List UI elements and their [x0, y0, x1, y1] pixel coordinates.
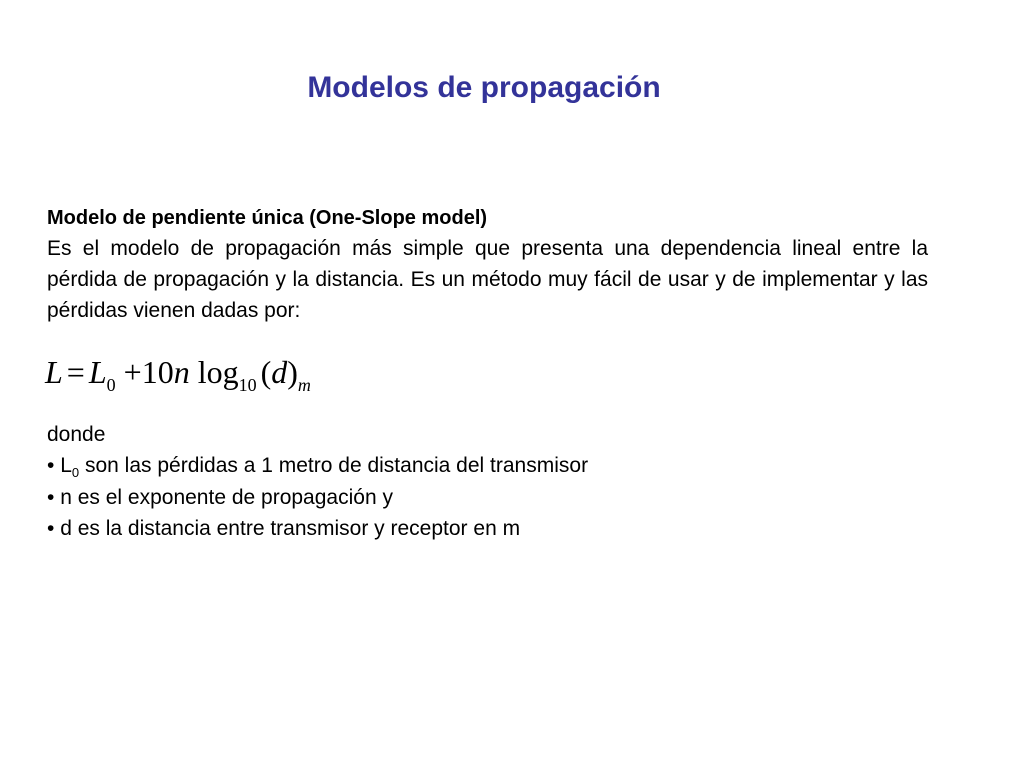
bullet-text: d es la distancia entre transmisor y receptor en m	[60, 516, 521, 540]
intro-paragraph: Es el modelo de propagación más simple que presenta una dependencia lineal entre la pérdida de propagación y la distancia. Es un método muy fácil de usar y de implementar y las pérdidas vienen dadas por:	[47, 237, 928, 322]
bullet-prefix: L	[60, 453, 72, 477]
formula-log-sub: 10	[238, 375, 257, 395]
formula-log: log	[197, 354, 239, 390]
formula-coef: 10	[141, 354, 174, 390]
bullet-item	[47, 483, 928, 514]
formula-lhs: L	[45, 354, 63, 390]
formula-l0-base: L	[88, 354, 107, 390]
formula-n: n	[173, 354, 190, 390]
section-heading: Modelo de pendiente única (One-Slope model)	[47, 207, 488, 229]
formula-open-paren: (	[260, 354, 272, 390]
bullet-marker: •	[47, 516, 55, 540]
where-label: donde	[47, 423, 106, 446]
bullet-marker: •	[47, 453, 55, 477]
formula-close-paren: )	[287, 354, 298, 390]
definitions	[47, 420, 928, 544]
formula-unit-sub: m	[297, 375, 311, 395]
bullet-prefix-sub: 0	[71, 464, 80, 480]
content-body	[47, 203, 928, 326]
bullet-marker: •	[47, 486, 55, 509]
formula-equals: =	[66, 354, 85, 390]
bullet-text: n es el exponente de propagación y	[60, 486, 393, 509]
bullet-item	[47, 451, 928, 484]
formula-l0-sub: 0	[106, 375, 116, 395]
path-loss-formula	[45, 352, 311, 402]
bullet-item	[47, 514, 928, 545]
slide-title: Modelos de propagación	[307, 71, 661, 104]
formula-plus: +	[123, 354, 142, 390]
bullet-text: son las pérdidas a 1 metro de distancia del transmisor	[84, 453, 589, 477]
formula-d: d	[271, 354, 288, 390]
